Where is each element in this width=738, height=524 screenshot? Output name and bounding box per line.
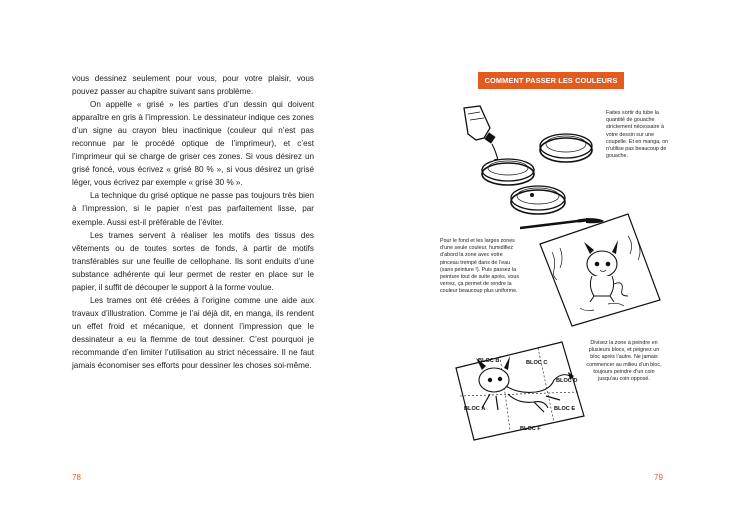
bloc-label: BLOC D	[556, 378, 578, 384]
gouache-palettes-illustration	[446, 104, 606, 220]
bloc-label: BLOC B	[478, 358, 500, 364]
paragraph: Les trames ont été créées à l’origine comme une aide aux travaux d’illustration. Comme je l’ai déjà dit, en manga, ils rendent un effet froid et mécanique, et donnent l’impression que le dessinateur a eu la flemme de tout dessiner. C’est pourquoi je recommande d’en limiter l’utilisation au strict nécessaire. Il ne faut jamais économiser ses efforts pour dessiner les choses soi-même.	[72, 295, 314, 371]
paragraph: Les trames servent à réaliser les motifs des tissus des vêtements ou de toutes sortes de fonds, à partir de motifs transférables sur une feuille de cellophane. Ils sont enduits d’une substance adhérente qui leur permet de rester en place sur le papier, il suffit de découper le support à la forme voulue.	[72, 230, 314, 292]
section-banner: COMMENT PASSER LES COULEURS	[478, 72, 624, 89]
paint-tube-icon	[464, 106, 502, 162]
caption-gouache: Faites sortir du tube la quantité de gouache strictement nécessaire à votre dessin sur une coupelle. Et en manga, on n’utilise pas beaucoup de gouache.	[606, 110, 669, 160]
bloc-label: BLOC C	[526, 360, 548, 366]
palette-icon	[511, 186, 565, 214]
paragraph: vous dessinez seulement pour vous, pour votre plaisir, vous pouvez passer au chapitre suivant sans problème.	[72, 74, 314, 97]
caption-blocs: Divisez la zone à peindre en plusieurs blocs, et peignez un bloc après l’autre. Ne jamais commencer au milieu d’un bloc, toujours peindre d’un coin jusqu’au coin opposé.	[586, 340, 662, 383]
palette-icon	[482, 159, 534, 185]
brush-wetting-illustration	[520, 212, 670, 328]
page-number-right: 79	[654, 473, 663, 482]
paragraph: On appelle « grisé » les parties d’un dessin qui doivent apparaître en gris à l’impression. Le dessinateur indique ces zones d’un signe au crayon bleu inactinique (couleur qui n’est pas reconnue par le procédé optique de l’imprimeur), et c’est l’imprimeur qui se charge de griser ces zones. Si vous désirez un grisé foncé, vous écrivez « grisé 80 % », si vous désirez un grisé léger, vous écrivez par exemple « grisé 30 % ».	[72, 100, 314, 188]
bloc-label: BLOC E	[554, 406, 576, 412]
page-number-left: 78	[72, 473, 81, 482]
paragraph: La technique du grisé optique ne passe pas toujours très bien à l’impression, si le papier n’est pas parfaitement lisse, par exemple. Aussi est-il préférable de l’éviter.	[72, 191, 314, 227]
body-text	[72, 72, 314, 372]
bloc-label: BLOC A	[464, 406, 486, 412]
caption-brush: Pour le fond et les larges zones d’une seule couleur, humidifiez d’abord la zone avec votre pinceau trempé dans de l’eau (sans peinture !). Puis passez la peinture tout de suite après, vous verrez, ça permet de rendre la couleur beaucoup plus uniforme.	[440, 238, 520, 295]
bloc-division-illustration	[450, 338, 590, 442]
palette-icon	[540, 134, 592, 162]
bloc-label: BLOC F	[520, 426, 541, 432]
